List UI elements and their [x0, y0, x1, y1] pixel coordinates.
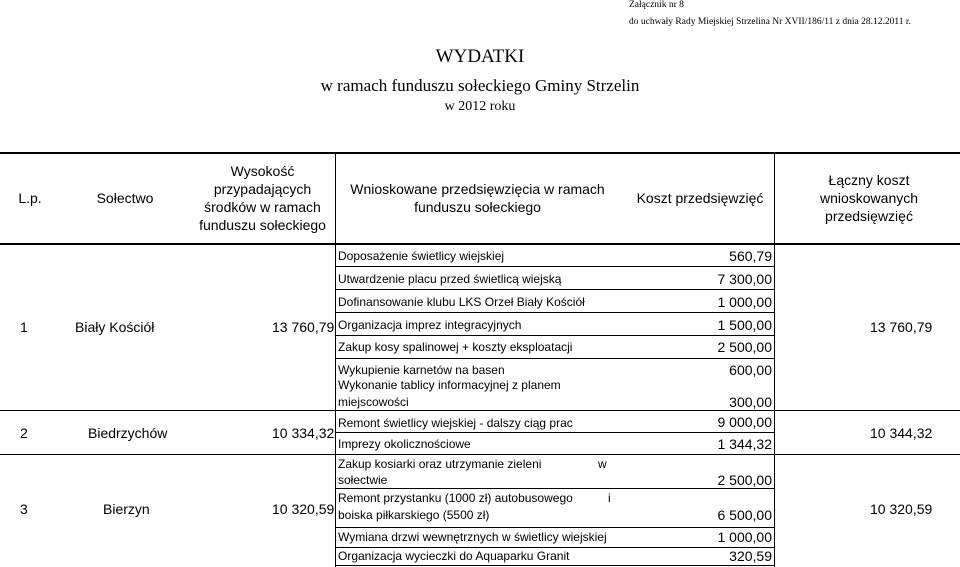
task-cost: 2 500,00 [717, 472, 772, 488]
task-name: Remont przystanku (1000 zł) autobusowego [338, 491, 573, 505]
task-cost: 2 500,00 [717, 339, 772, 355]
row-separator [0, 410, 335, 411]
task-name: Wykonanie tablicy informacyjnej z planem [338, 378, 561, 392]
header-wysokosc: Wysokość przypadających środków w ramach funduszu sołeckiego [199, 163, 326, 233]
task-cost: 300,00 [729, 394, 772, 410]
task-separator [335, 266, 774, 267]
row-separator [774, 410, 960, 411]
task-separator [335, 527, 774, 528]
task-cost: 9 000,00 [717, 414, 772, 430]
task-separator [335, 454, 774, 455]
task-cost: 320,59 [729, 548, 772, 564]
row-separator [0, 454, 335, 455]
task-cost: 1 344,32 [717, 436, 772, 452]
row-name: Biedrzychów [88, 425, 168, 441]
row-name: Bierzyn [103, 501, 150, 517]
row-lp: 3 [20, 501, 28, 517]
header-laczny: Łączny koszt wnioskowanych przedsięwzięć [819, 172, 919, 224]
document-year: w 2012 roku [444, 99, 516, 114]
task-separator [335, 432, 774, 433]
row-amount: 13 760,79 [272, 319, 335, 335]
task-cost: 6 500,00 [717, 507, 772, 523]
task-name: Zakup kosy spalinowej + koszty eksploatacji [338, 340, 573, 354]
task-separator [335, 335, 774, 336]
task-name: Zakup kosiarki oraz utrzymanie zieleni [338, 457, 542, 471]
task-separator [335, 289, 774, 290]
row-lp: 2 [20, 425, 28, 441]
task-name-cont: sołectwie [338, 473, 388, 487]
header-wnioskowane: Wnioskowane przedsięwzięcia w ramach funduszu sołeckiego [350, 181, 605, 215]
header-koszt: Koszt przedsięwzięć [636, 190, 764, 206]
task-name: Wymiana drzwi wewnętrznych w świetlicy wiejskiej [338, 530, 607, 544]
task-name: Imprezy okolicznościowe [338, 437, 471, 451]
task-name-word: i [608, 491, 611, 505]
task-cost: 1 000,00 [717, 529, 772, 545]
row-amount: 10 334,32 [272, 425, 335, 441]
task-name: Organizacja imprez integracyjnych [338, 318, 522, 332]
table-divider [335, 152, 336, 567]
header-lp: L.p. [18, 190, 42, 206]
task-name-cont: boiska piłkarskiego (5500 zł) [338, 508, 490, 522]
task-name: Doposażenie świetlicy wiejskiej [338, 249, 505, 263]
annex-resolution: do uchwały Rady Miejskiej Strzelina Nr XVII/186/11 z dnia 28.12.2011 r. [629, 17, 911, 27]
task-name-cont: miejscowości [338, 395, 409, 409]
task-cost: 600,00 [729, 362, 772, 378]
row-amount: 10 320,59 [272, 501, 335, 517]
task-separator [335, 547, 774, 548]
document-subtitle: w ramach funduszu sołeckiego Gminy Strzelin [320, 76, 640, 95]
header-solectwo: Sołectwo [96, 190, 154, 206]
header-bottom-border [0, 243, 960, 245]
row-total: 13 760,79 [870, 319, 933, 335]
task-name-word: w [598, 457, 607, 471]
task-separator [335, 565, 774, 566]
task-cost: 1 000,00 [717, 294, 772, 310]
row-lp: 1 [20, 319, 28, 335]
task-name: Wykupienie karnetów na basen [338, 363, 505, 377]
task-name: Remont świetlicy wiejskiej - dalszy ciąg prac [338, 416, 573, 430]
annex-number: Załącznik nr 8 [629, 0, 684, 10]
task-cost: 560,79 [729, 248, 772, 264]
row-name: Biały Kościół [75, 319, 155, 335]
task-separator [335, 358, 774, 359]
document-title: WYDATKI [435, 46, 525, 67]
task-separator [335, 410, 774, 411]
row-total: 10 344,32 [870, 425, 933, 441]
task-name: Utwardzenie placu przed świetlicą wiejską [338, 272, 562, 286]
task-name: Dofinansowanie klubu LKS Orzeł Biały Kościół [338, 295, 585, 309]
task-cost: 7 300,00 [717, 271, 772, 287]
task-cost: 1 500,00 [717, 317, 772, 333]
task-separator [335, 488, 774, 489]
task-name: Organizacja wycieczki do Aquaparku Granit [338, 549, 570, 563]
row-total: 10 320,59 [870, 501, 933, 517]
task-separator [335, 312, 774, 313]
row-separator [774, 454, 960, 455]
